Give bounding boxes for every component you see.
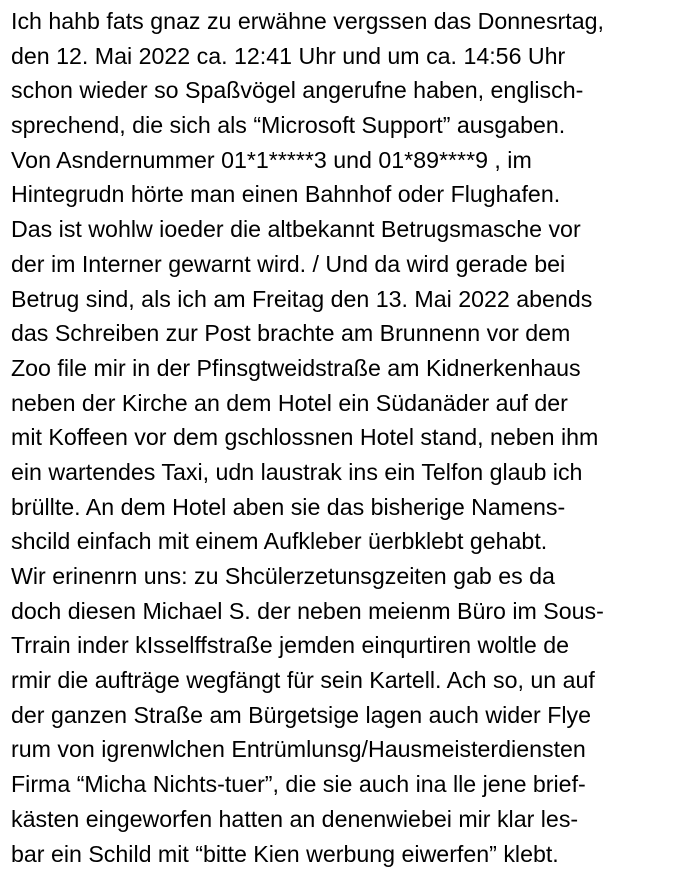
text-line: der ganzen Straße am Bürgetsige lagen auch wider Flye (11, 698, 681, 733)
text-line: shcild einfach mit einem Aufkleber üerbklebt gehabt. (11, 524, 681, 559)
text-line: rmir die aufträge wegfängt für sein Kartell. Ach so, un auf (11, 663, 681, 698)
text-line: neben der Kirche an dem Hotel ein Südanäder auf der (11, 386, 681, 421)
text-line: Zoo file mir in der Pfinsgtweidstraße am Kidnerkenhaus (11, 351, 681, 386)
text-line: sprechend, die sich als “Microsoft Support” ausgaben. (11, 108, 681, 143)
text-line: das Schreiben zur Post brachte am Brunnenn vor dem (11, 316, 681, 351)
text-line: Betrug sind, als ich am Freitag den 13. Mai 2022 abends (11, 282, 681, 317)
text-line: der im Interner gewarnt wird. / Und da wird gerade bei (11, 247, 681, 282)
text-line: Das ist wohlw ioeder die altbekannt Betrugsmasche vor (11, 212, 681, 247)
text-line: mit Koffeen vor dem gschlossnen Hotel stand, neben ihm (11, 420, 681, 455)
text-line: kästen eingeworfen hatten an denenwiebei mir klar les- (11, 802, 681, 837)
text-line: Wir erinenrn uns: zu Shcülerzetunsgzeiten gab es da (11, 559, 681, 594)
text-line: Ich hahb fats gnaz zu erwähne vergssen das Donnesrtag, (11, 4, 681, 39)
text-line: Hintegrudn hörte man einen Bahnhof oder Flughafen. (11, 177, 681, 212)
body-text (11, 4, 681, 871)
text-line: schon wieder so Spaßvögel angerufne haben, englisch- (11, 73, 681, 108)
text-line: ein wartendes Taxi, udn laustrak ins ein Telfon glaub ich (11, 455, 681, 490)
text-line: Von Asndernummer 01*1*****3 und 01*89****9 , im (11, 143, 681, 178)
text-line: Firma “Micha Nichts-tuer”, die sie auch ina lle jene brief- (11, 767, 681, 802)
text-line: brüllte. An dem Hotel aben sie das bisherige Namens- (11, 490, 681, 525)
text-line: Trrain inder kIsselffstraße jemden einqurtiren woltle de (11, 628, 681, 663)
text-line: doch diesen Michael S. der neben meienm Büro im Sous- (11, 594, 681, 629)
text-line: den 12. Mai 2022 ca. 12:41 Uhr und um ca. 14:56 Uhr (11, 39, 681, 74)
text-line: bar ein Schild mit “bitte Kien werbung eiwerfen” klebt. (11, 837, 681, 871)
text-line: rum von igrenwlchen Entrümlunsg/Hausmeisterdiensten (11, 732, 681, 767)
